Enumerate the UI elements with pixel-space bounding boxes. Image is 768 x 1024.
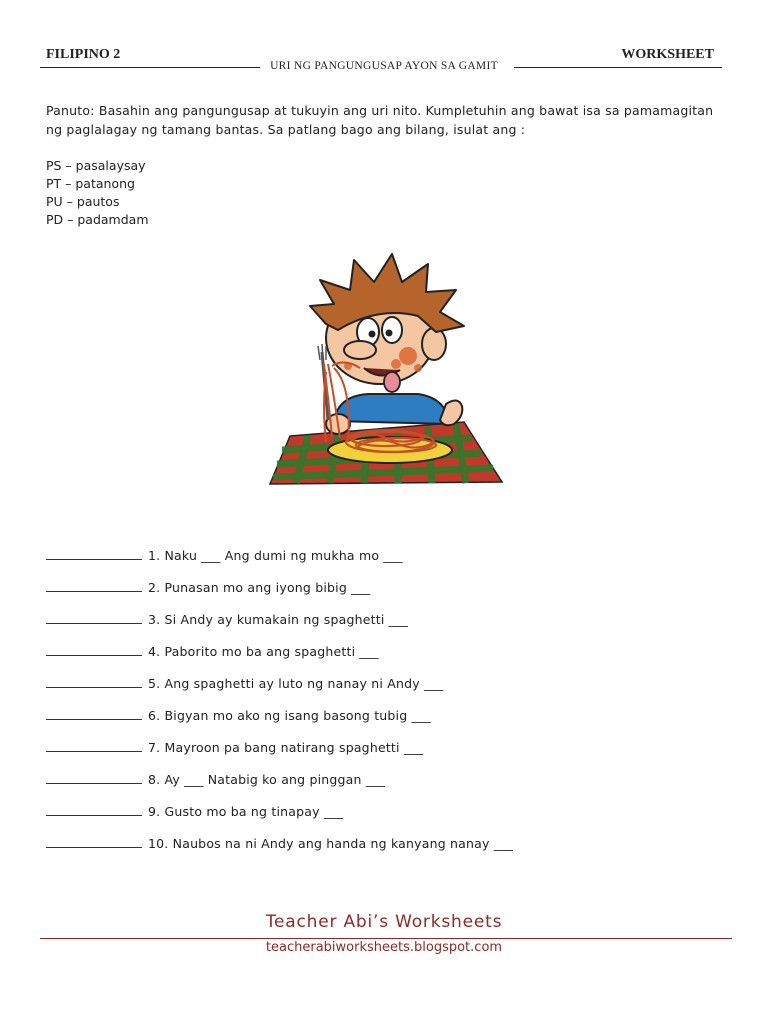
list-item xyxy=(46,772,385,787)
answer-blank[interactable] xyxy=(46,743,142,752)
answer-blank[interactable] xyxy=(46,615,142,624)
list-item xyxy=(46,836,513,851)
footer-url-link[interactable]: teacherabiworksheets.blogspot.com xyxy=(265,940,503,955)
item-text: 3. Si Andy ay kumakain ng spaghetti ___ xyxy=(148,612,409,627)
item-text: 1. Naku ___ Ang dumi ng mukha mo ___ xyxy=(148,548,403,563)
answer-blank[interactable] xyxy=(46,583,142,592)
answer-blank[interactable] xyxy=(46,551,142,560)
answer-blank[interactable] xyxy=(46,711,142,720)
list-item xyxy=(46,804,343,819)
legend-item: PT – patanong xyxy=(46,176,135,191)
item-text: 4. Paborito mo ba ang spaghetti ___ xyxy=(148,644,379,659)
list-item xyxy=(46,548,403,563)
item-text: 10. Naubos na ni Andy ang handa ng kanyang nanay ___ xyxy=(148,836,514,851)
answer-blank[interactable] xyxy=(46,839,142,848)
topic-title xyxy=(0,60,768,72)
item-text: 2. Punasan mo ang iyong bibig ___ xyxy=(148,580,371,595)
list-item xyxy=(46,644,379,659)
subject-title: FILIPINO 2 xyxy=(46,47,121,62)
footer-title: Teacher Abi’s Worksheets xyxy=(265,912,503,932)
item-text: 7. Mayroon pa bang natirang spaghetti ___ xyxy=(148,740,424,755)
footer-divider xyxy=(40,938,732,939)
legend-item: PU – pautos xyxy=(46,194,120,209)
item-text: 5. Ang spaghetti ay luto ng nanay ni Andy ___ xyxy=(148,676,444,691)
list-item xyxy=(46,740,423,755)
list-item xyxy=(46,612,408,627)
item-text: 6. Bigyan mo ako ng isang basong tubig ___ xyxy=(148,708,431,723)
list-item xyxy=(46,580,371,595)
item-text: 8. Ay ___ Natabig ko ang pinggan ___ xyxy=(148,772,386,787)
topic-text: URI NG PANGUNGUSAP AYON SA GAMIT xyxy=(262,60,506,72)
boy-eating-spaghetti-icon xyxy=(268,246,504,486)
instructions-line-2: ng paglalagay ng tamang bantas. Sa patlang bago ang bilang, isulat ang : xyxy=(46,122,526,137)
answer-blank[interactable] xyxy=(46,679,142,688)
list-item xyxy=(46,708,431,723)
answer-blank[interactable] xyxy=(46,647,142,656)
instructions-line-1: Panuto: Basahin ang pangungusap at tukuyin ang uri nito. Kumpletuhin ang bawat isa sa pamamagitan xyxy=(46,103,714,118)
answer-blank[interactable] xyxy=(46,807,142,816)
legend-item: PS – pasalaysay xyxy=(46,158,146,173)
item-text: 9. Gusto mo ba ng tinapay ___ xyxy=(148,804,344,819)
legend-item: PD – padamdam xyxy=(46,212,149,227)
answer-blank[interactable] xyxy=(46,775,142,784)
list-item xyxy=(46,676,443,691)
worksheet-label: WORKSHEET xyxy=(621,47,714,62)
